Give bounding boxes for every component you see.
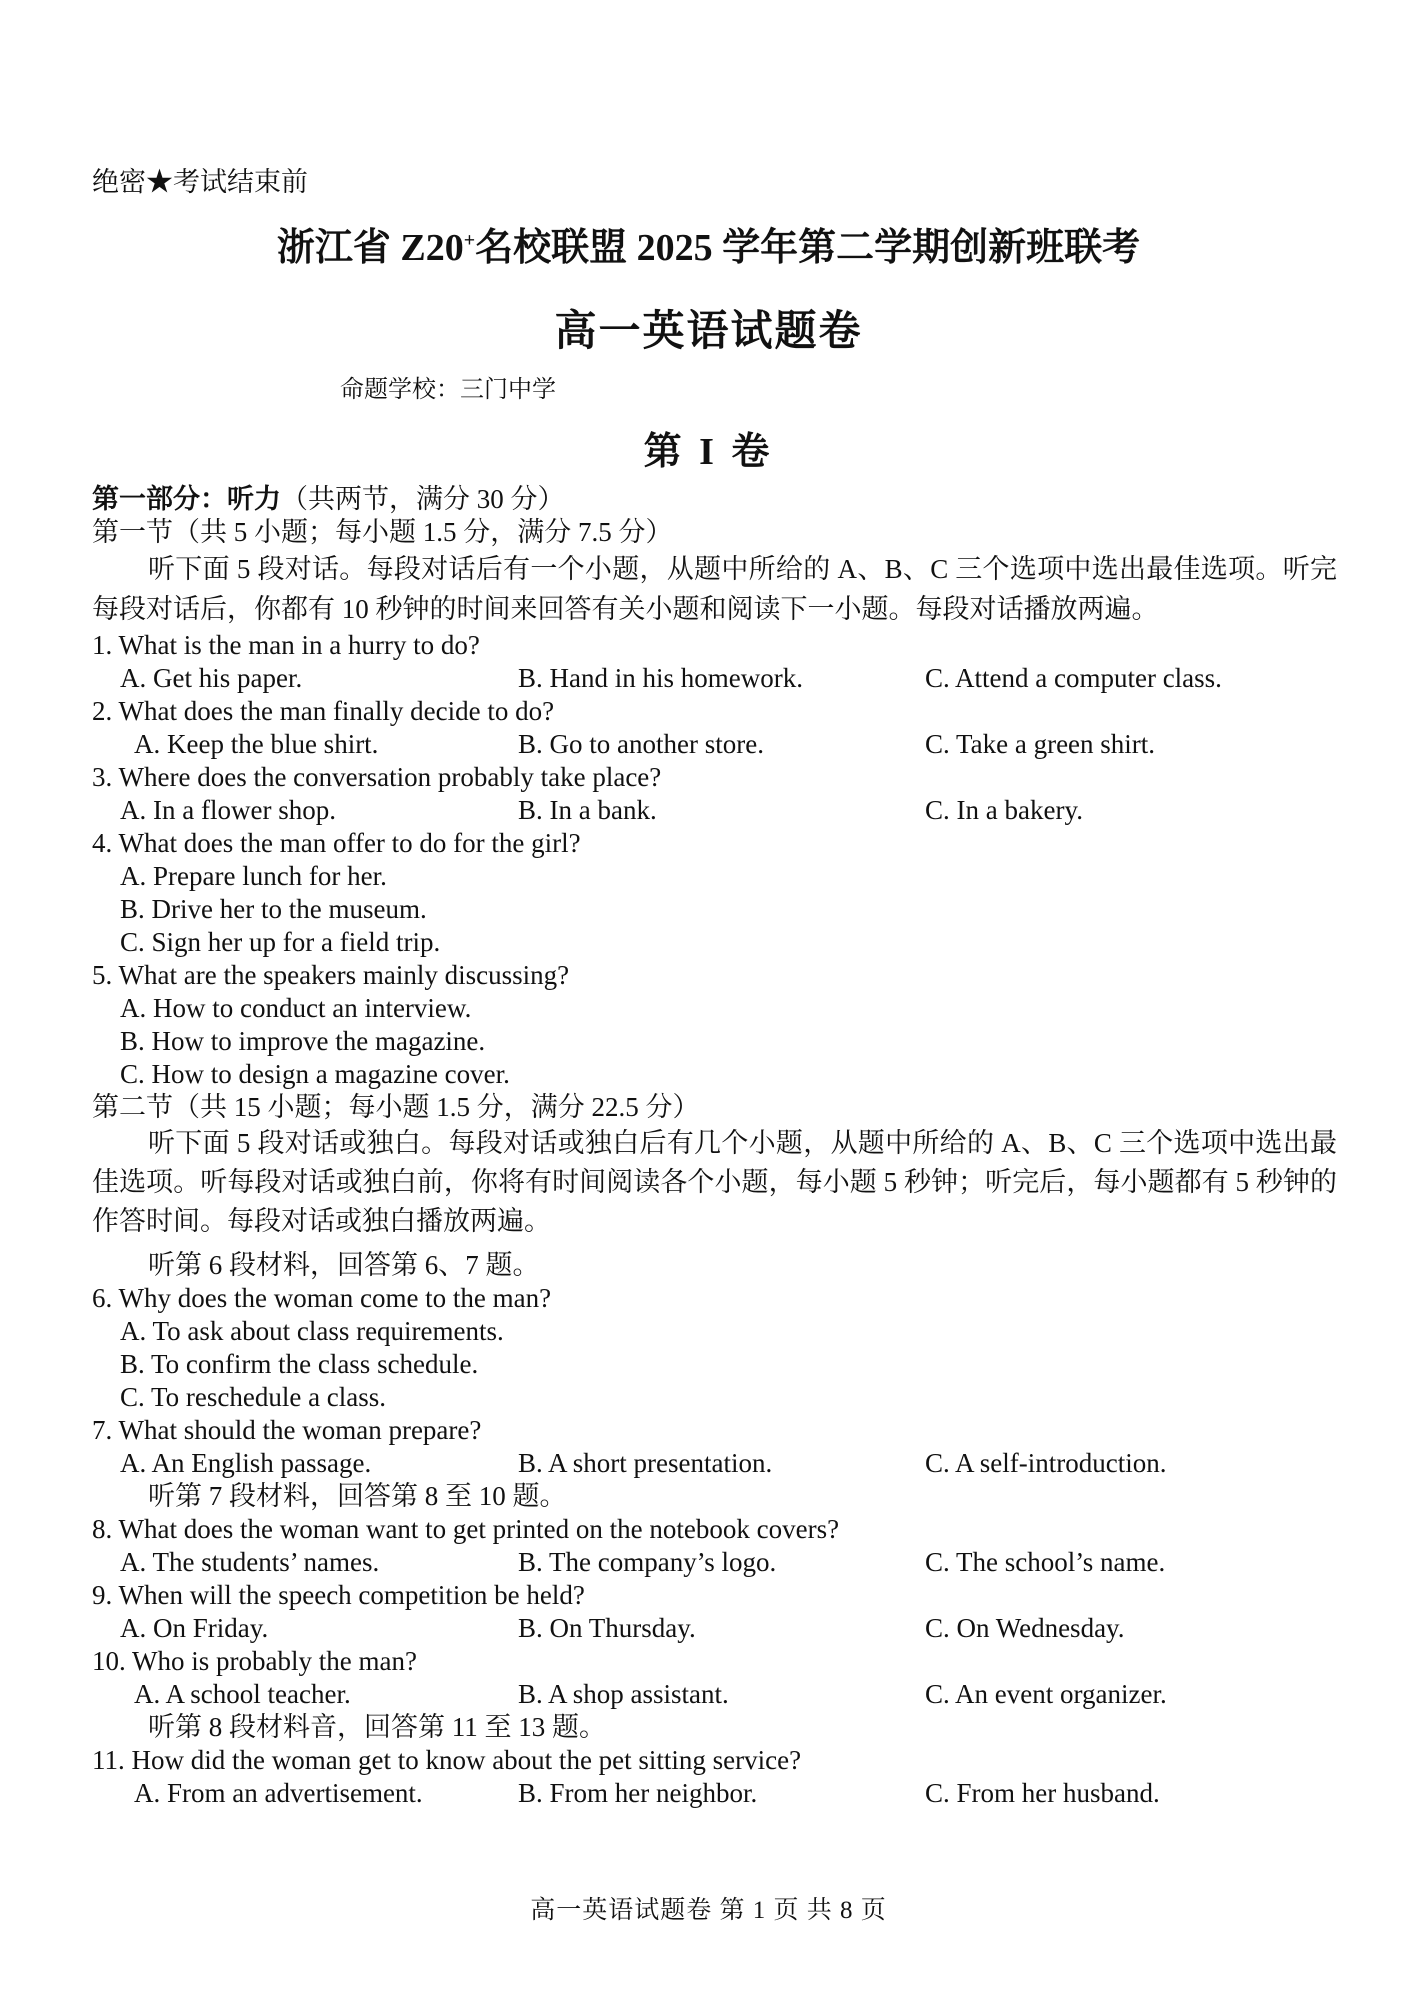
setter-school: 命题学校：三门中学 bbox=[340, 377, 556, 403]
option-a: A. Prepare lunch for her. bbox=[120, 861, 387, 891]
option-c: C. Attend a computer class. bbox=[925, 663, 1222, 693]
exam-title-sup: + bbox=[463, 229, 476, 252]
option-row bbox=[92, 794, 1337, 827]
option-b: B. In a bank. bbox=[518, 795, 657, 825]
option-a: A. How to conduct an interview. bbox=[120, 993, 472, 1023]
paper-title: 高一英语试题卷 bbox=[554, 309, 863, 355]
option-c: C. The school’s name. bbox=[925, 1547, 1166, 1577]
question-stem: 1. What is the man in a hurry to do? bbox=[92, 630, 480, 660]
option-b: B. On Thursday. bbox=[518, 1613, 696, 1643]
option-row bbox=[92, 1447, 1337, 1480]
option-c: C. On Wednesday. bbox=[925, 1613, 1125, 1643]
question-stem: 5. What are the speakers mainly discussing? bbox=[92, 960, 570, 990]
option-a: A. From an advertisement. bbox=[134, 1778, 423, 1808]
question-stem: 2. What does the man finally decide to do? bbox=[92, 696, 555, 726]
option-a: A. To ask about class requirements. bbox=[120, 1316, 504, 1346]
option-a: A. In a flower shop. bbox=[120, 795, 336, 825]
exam-title bbox=[0, 216, 1417, 271]
question-stem: 9. When will the speech competition be held? bbox=[92, 1580, 585, 1610]
question-stem: 4. What does the man offer to do for the girl? bbox=[92, 828, 581, 858]
exam-title-post: 名校联盟 2025 学年第二学期创新班联考 bbox=[475, 227, 1141, 269]
option-a: A. An English passage. bbox=[120, 1448, 372, 1478]
section1-heading: 第一节（共 5 小题；每小题 1.5 分，满分 7.5 分） bbox=[92, 517, 673, 547]
option-b: B. The company’s logo. bbox=[518, 1547, 777, 1577]
option-a: A. Keep the blue shirt. bbox=[134, 729, 379, 759]
section2-heading: 第二节（共 15 小题；每小题 1.5 分，满分 22.5 分） bbox=[92, 1092, 700, 1122]
exam-title-pre: 浙江省 Z20 bbox=[276, 227, 464, 269]
section2-instructions: 听下面 5 段对话或独白。每段对话或独白后有几个小题，从题中所给的 A、B、C 三个选项中选出最佳选项。听每段对话或独白前，你将有时间阅读各个小题，每小题 5 秒钟；听完后，每小题都有 5 秒钟的作答时间。每段对话或独白播放两遍。 bbox=[92, 1128, 1337, 1236]
question-stem: 3. Where does the conversation probably take place? bbox=[92, 762, 662, 792]
page-footer: 高一英语试题卷 第 1 页 共 8 页 bbox=[530, 1897, 887, 1924]
option-c: C. Sign her up for a field trip. bbox=[120, 927, 441, 957]
option-row bbox=[92, 1777, 1337, 1810]
option-b: B. A short presentation. bbox=[518, 1448, 773, 1478]
question-stem: 6. Why does the woman come to the man? bbox=[92, 1283, 552, 1313]
option-c: C. To reschedule a class. bbox=[120, 1382, 387, 1412]
volume-title: 第 I 卷 bbox=[643, 431, 774, 473]
option-b: B. A shop assistant. bbox=[518, 1679, 729, 1709]
option-b: B. Go to another store. bbox=[518, 729, 764, 759]
option-b: B. Drive her to the museum. bbox=[120, 894, 427, 924]
exam-content bbox=[92, 483, 1337, 1810]
option-b: B. Hand in his homework. bbox=[518, 663, 803, 693]
option-row bbox=[92, 1612, 1337, 1645]
option-row bbox=[92, 1678, 1337, 1711]
material-8-label: 听第 8 段材料音，回答第 11 至 13 题。 bbox=[148, 1712, 606, 1742]
option-a: A. A school teacher. bbox=[134, 1679, 351, 1709]
option-c: C. In a bakery. bbox=[925, 795, 1083, 825]
option-a: A. Get his paper. bbox=[120, 663, 303, 693]
option-a: A. The students’ names. bbox=[120, 1547, 380, 1577]
option-row bbox=[92, 728, 1337, 761]
material-6-label: 听第 6 段材料，回答第 6、7 题。 bbox=[148, 1250, 540, 1280]
option-c: C. How to design a magazine cover. bbox=[120, 1059, 510, 1089]
option-b: B. How to improve the magazine. bbox=[120, 1026, 486, 1056]
option-c: C. A self-introduction. bbox=[925, 1448, 1167, 1478]
confidential-label: 绝密★考试结束前 bbox=[92, 167, 308, 197]
option-c: C. From her husband. bbox=[925, 1778, 1160, 1808]
part1-heading bbox=[92, 483, 1337, 516]
option-row bbox=[92, 1546, 1337, 1579]
option-a: A. On Friday. bbox=[120, 1613, 269, 1643]
option-row bbox=[92, 662, 1337, 695]
part1-heading-bold: 第一部分：听力 bbox=[92, 484, 281, 514]
question-stem: 8. What does the woman want to get printed on the notebook covers? bbox=[92, 1514, 840, 1544]
option-b: B. From her neighbor. bbox=[518, 1778, 758, 1808]
option-c: C. An event organizer. bbox=[925, 1679, 1167, 1709]
option-b: B. To confirm the class schedule. bbox=[120, 1349, 479, 1379]
part1-heading-rest: （共两节，满分 30 分） bbox=[281, 484, 565, 514]
question-stem: 11. How did the woman get to know about the pet sitting service? bbox=[92, 1745, 802, 1775]
question-stem: 10. Who is probably the man? bbox=[92, 1646, 417, 1676]
question-stem: 7. What should the woman prepare? bbox=[92, 1415, 482, 1445]
material-7-label: 听第 7 段材料，回答第 8 至 10 题。 bbox=[148, 1481, 567, 1511]
option-c: C. Take a green shirt. bbox=[925, 729, 1156, 759]
section1-instructions: 听下面 5 段对话。每段对话后有一个小题，从题中所给的 A、B、C 三个选项中选出最佳选项。听完每段对话后，你都有 10 秒钟的时间来回答有关小题和阅读下一小题。每段对话播放两遍。 bbox=[92, 554, 1337, 624]
